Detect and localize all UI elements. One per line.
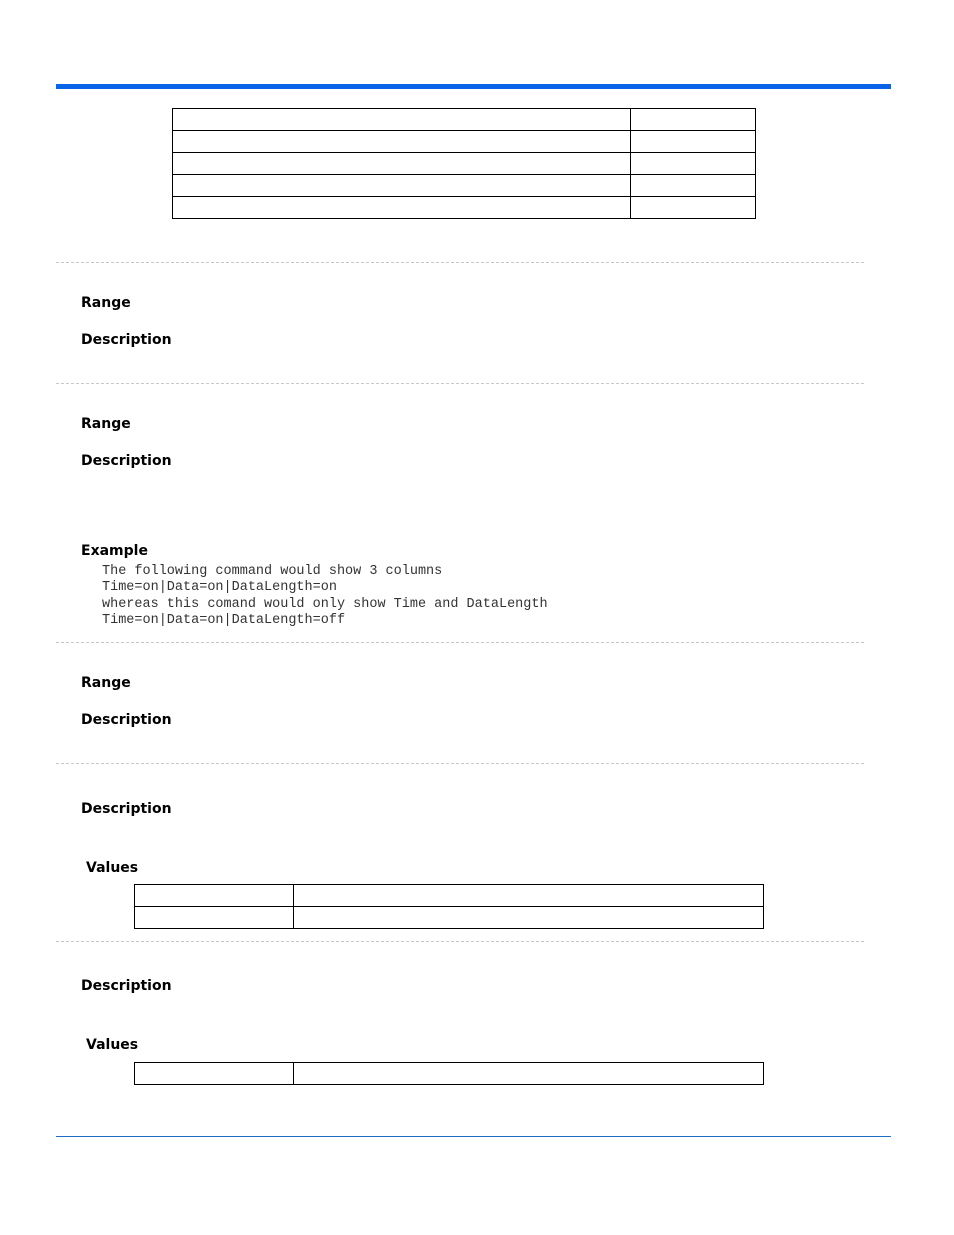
section-separator: [56, 941, 864, 942]
section-separator: [56, 763, 864, 764]
section-separator: [56, 262, 864, 263]
values-label: Values: [86, 1037, 139, 1053]
table-row: [135, 1063, 764, 1085]
range-label: Range: [81, 675, 131, 691]
table-row: [173, 109, 756, 131]
example-line: whereas this comand would only show Time and DataLength: [102, 597, 548, 612]
top-table: [172, 108, 756, 219]
values-label: Values: [86, 860, 139, 876]
section-separator: [56, 383, 864, 384]
description-label: Description: [81, 978, 172, 994]
description-label: Description: [81, 453, 172, 469]
description-label: Description: [81, 801, 172, 817]
example-line: Time=on|Data=on|DataLength=on: [102, 580, 337, 595]
section-separator: [56, 642, 864, 643]
table-row: [173, 153, 756, 175]
description-label: Description: [81, 332, 172, 348]
table-row: [135, 907, 764, 929]
footer-rule: [56, 1136, 891, 1137]
values-table: [134, 884, 764, 929]
table-row: [135, 885, 764, 907]
header-rule: [56, 84, 891, 89]
range-label: Range: [81, 295, 131, 311]
table-row: [173, 175, 756, 197]
example-line: Time=on|Data=on|DataLength=off: [102, 613, 346, 628]
description-label: Description: [81, 712, 172, 728]
range-label: Range: [81, 416, 131, 432]
values-table: [134, 1062, 764, 1085]
table-row: [173, 197, 756, 219]
table-row: [173, 131, 756, 153]
example-line: The following command would show 3 columns: [102, 564, 443, 579]
example-label: Example: [81, 543, 148, 559]
